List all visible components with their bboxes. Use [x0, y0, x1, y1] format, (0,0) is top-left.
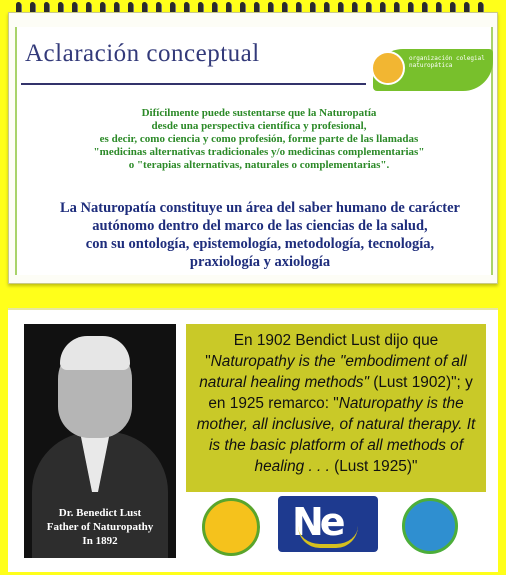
- organization-logo: [367, 49, 495, 99]
- quote-text: (Lust 1902)"; y en 1925 remarco: ": [208, 374, 473, 412]
- ne-logo-icon: Ne: [278, 496, 378, 552]
- page-title: Aclaración conceptual: [25, 40, 260, 67]
- green-line: Difícilmente puede sustentarse que la Naturopatía: [141, 107, 377, 119]
- blue-paragraph: [25, 199, 495, 271]
- person-icon: [371, 51, 405, 85]
- caption-line: Dr. Benedict Lust: [58, 507, 142, 519]
- portrait-caption: [24, 506, 176, 548]
- caption-line: Father of Naturopathy: [46, 521, 154, 533]
- green-line: desde una perspectiva científica y profesional,: [151, 120, 367, 132]
- concept-card: [8, 12, 498, 284]
- blue-line: La Naturopatía constituye un área del saber humano de carácter: [60, 200, 460, 216]
- green-line: es decir, como ciencia y como profesión, forme parte de las llamadas: [99, 133, 419, 145]
- portrait-hair: [60, 336, 130, 370]
- quote-card: [8, 308, 498, 572]
- lust-quote: [186, 324, 486, 492]
- green-line: "medicinas alternativas tradicionales y/o medicinas complementarias": [93, 146, 425, 158]
- green-paragraph: [39, 107, 479, 172]
- blue-line: praxiología y axiología: [189, 254, 331, 270]
- quote-italic: Naturopathy is the mother, all inclusive, of natural therapy. It is the basic platform of all methods of healing . . .: [196, 395, 476, 475]
- naturopathy-logo-icon: [200, 496, 260, 552]
- title-divider: [21, 83, 366, 85]
- quote-text: (Lust 1925)": [329, 458, 418, 475]
- caption-line: In 1892: [82, 535, 118, 547]
- blue-line: autónomo dentro del marco de las ciencias de la salud,: [92, 218, 428, 234]
- green-line: o "terapias alternativas, naturales o complementarias".: [128, 159, 390, 171]
- quote-italic: Naturopathy is the "embodiment of all natural healing methods": [199, 353, 467, 391]
- partner-logos: [186, 496, 486, 558]
- portrait-photo: [24, 324, 176, 558]
- quote-text: En 1902 Bendict Lust dijo que ": [205, 332, 439, 370]
- blue-line: con su ontología, epistemología, metodología, tecnología,: [85, 236, 435, 252]
- world-federation-logo-icon: [400, 496, 456, 552]
- logo-text: organización colegial naturopática: [409, 55, 485, 69]
